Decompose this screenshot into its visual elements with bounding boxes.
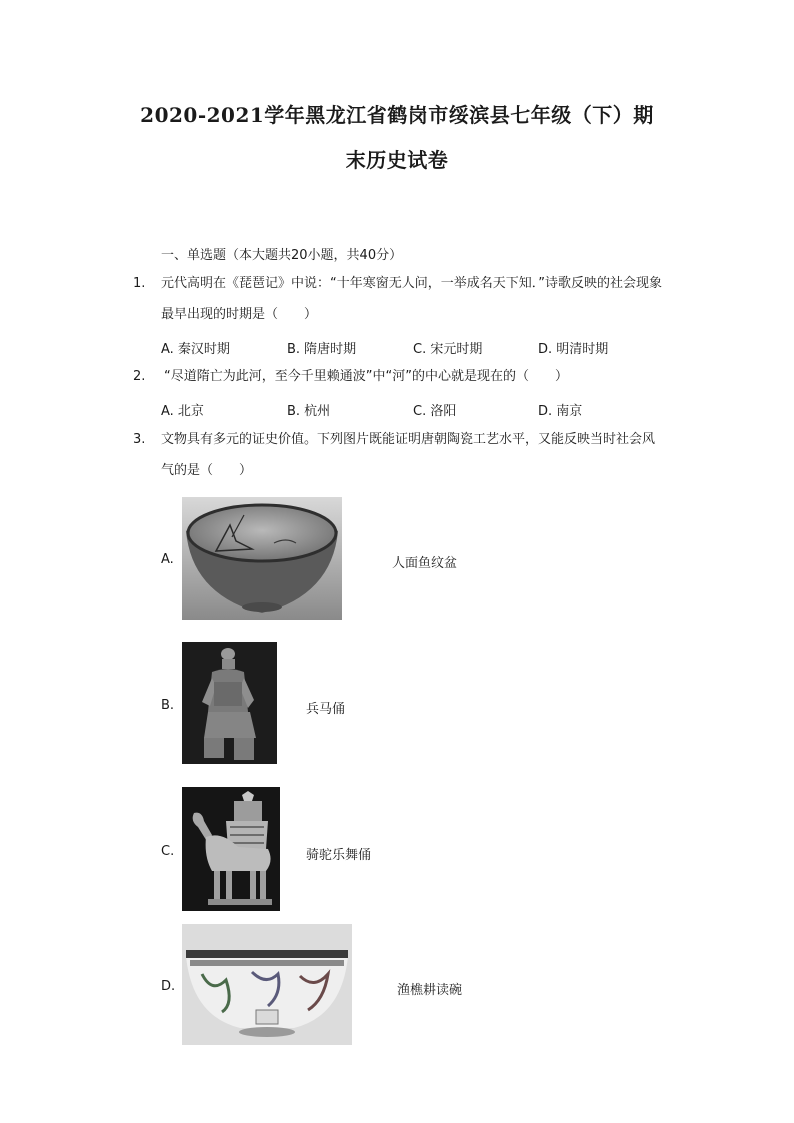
question-3-option-a-letter: A. [161,552,174,567]
decorated-porcelain-bowl-image [182,924,352,1045]
question-1-option-d: D. 明清时期 [538,342,609,357]
question-2-option-b: B. 杭州 [287,404,331,419]
question-3-option-c-letter: C. [161,844,175,859]
question-2-number: 2. [133,369,146,384]
question-3-option-d-letter: D. [161,979,176,994]
document-title-line2: 末历史试卷 [345,148,449,172]
question-2-text: “尽道隋亡为此河，至今千里赖通波”中“河”的中心就是现在的（ ） [164,369,568,384]
question-2-option-c: C. 洛阳 [413,404,457,419]
section-heading: 一、单选题（本大题共20小题，共40分） [161,248,403,263]
question-1-option-a: A. 秦汉时期 [161,342,230,357]
terracotta-warrior-image [182,642,277,764]
camel-musicians-figurine-image [182,787,280,911]
question-1-option-c: C. 宋元时期 [413,342,483,357]
question-3-option-d-label: 渔樵耕读碗 [397,983,463,998]
document-title-line1: 2020-2021学年黑龙江省鹤岗市绥滨县七年级（下）期 [140,103,654,127]
question-3-number: 3. [133,432,146,447]
painted-pottery-basin-image [182,497,342,620]
question-1-number: 1. [133,276,146,291]
question-2-option-d: D. 南京 [538,404,583,419]
question-1-text: 元代高明在《琵琶记》中说：“十年寒窗无人问，一举成名天下知．”诗歌反映的社会现象最早出现的时期是（ ） [161,276,662,322]
question-3-option-c-label: 骑驼乐舞俑 [306,848,372,863]
question-3-option-a-label: 人面鱼纹盆 [392,556,458,571]
question-2-option-a: A. 北京 [161,404,204,419]
question-1-option-b: B. 隋唐时期 [287,342,357,357]
question-3-text: 文物具有多元的证史价值。下列图片既能证明唐朝陶瓷工艺水平，又能反映当时社会风气的是（ ） [161,432,656,478]
question-3-option-b-label: 兵马俑 [306,702,346,717]
question-3-option-b-letter: B. [161,698,175,713]
